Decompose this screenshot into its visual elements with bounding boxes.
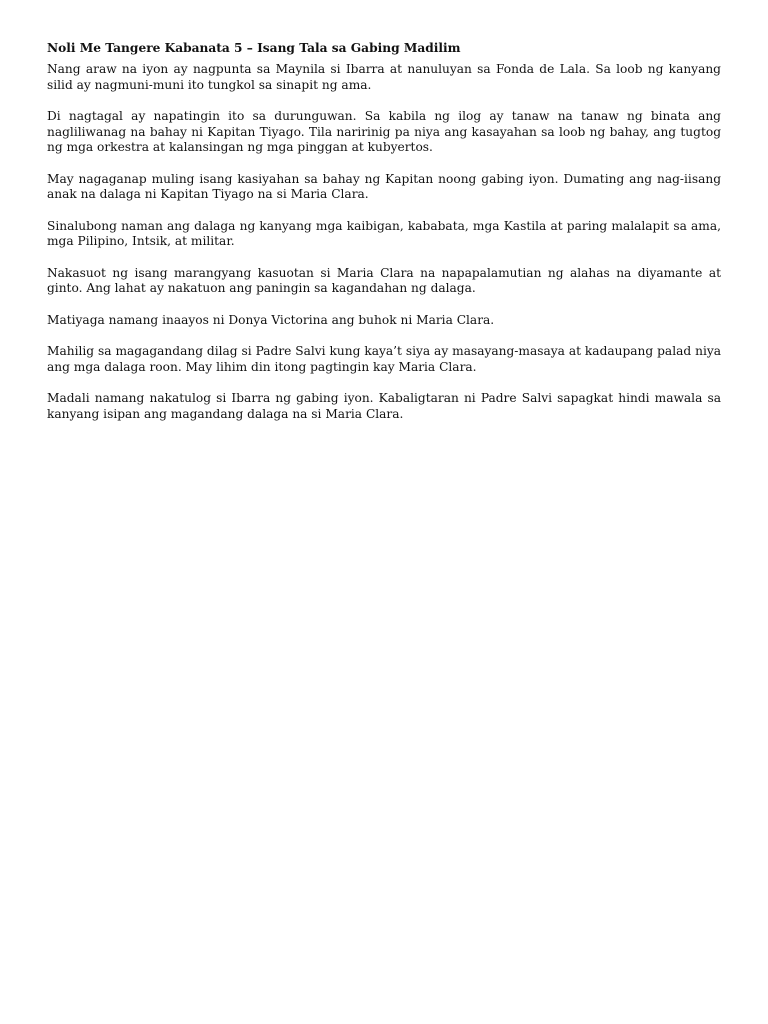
paragraph-8: Madali namang nakatulog si Ibarra ng gabing iyon. Kabaligtaran ni Padre Salvi sapagkat hindi mawala sa kanyang isipan ang magandang dalaga na si Maria Clara.	[47, 391, 721, 421]
paragraph-5: Nakasuot ng isang marangyang kasuotan si Maria Clara na napapalamutian ng alahas na diyamante at ginto. Ang lahat ay nakatuon ang paningin sa kagandahan ng dalaga.	[47, 265, 721, 295]
paragraph-2: Di nagtagal ay napatingin ito sa durunguwan. Sa kabila ng ilog ay tanaw na tanaw ng binata ang nagliliwanag na bahay ni Kapitan Tiyago. Tila naririnig pa niya ang kasayahan sa loob ng bahay, ang tugtog ng mga orkestra at kalansingan ng mga pinggan at kubyertos.	[47, 109, 721, 154]
paragraph-4: Sinalubong naman ang dalaga ng kanyang mga kaibigan, kababata, mga Kastila at paring malalapit sa ama, mga Pilipino, Intsik, at militar.	[47, 218, 721, 248]
paragraph-6: Matiyaga namang inaayos ni Donya Victorina ang buhok ni Maria Clara.	[47, 312, 495, 327]
document-title: Noli Me Tangere Kabanata 5 – Isang Tala sa Gabing Madilim	[47, 41, 461, 55]
paragraph-1: Nang araw na iyon ay nagpunta sa Maynila si Ibarra at nanuluyan sa Fonda de Lala. Sa loob ng kanyang silid ay nagmuni-muni ito tungkol sa sinapit ng ama.	[47, 62, 721, 92]
document-page	[47, 40, 721, 438]
paragraph-7: Mahilig sa magagandang dilag si Padre Salvi kung kaya’t siya ay masayang-masaya at kadaupang palad niya ang mga dalaga roon. May lihim din itong pagtingin kay Maria Clara.	[47, 344, 721, 374]
paragraph-3: May nagaganap muling isang kasiyahan sa bahay ng Kapitan noong gabing iyon. Dumating ang nag-iisang anak na dalaga ni Kapitan Tiyago na si Maria Clara.	[47, 171, 721, 201]
